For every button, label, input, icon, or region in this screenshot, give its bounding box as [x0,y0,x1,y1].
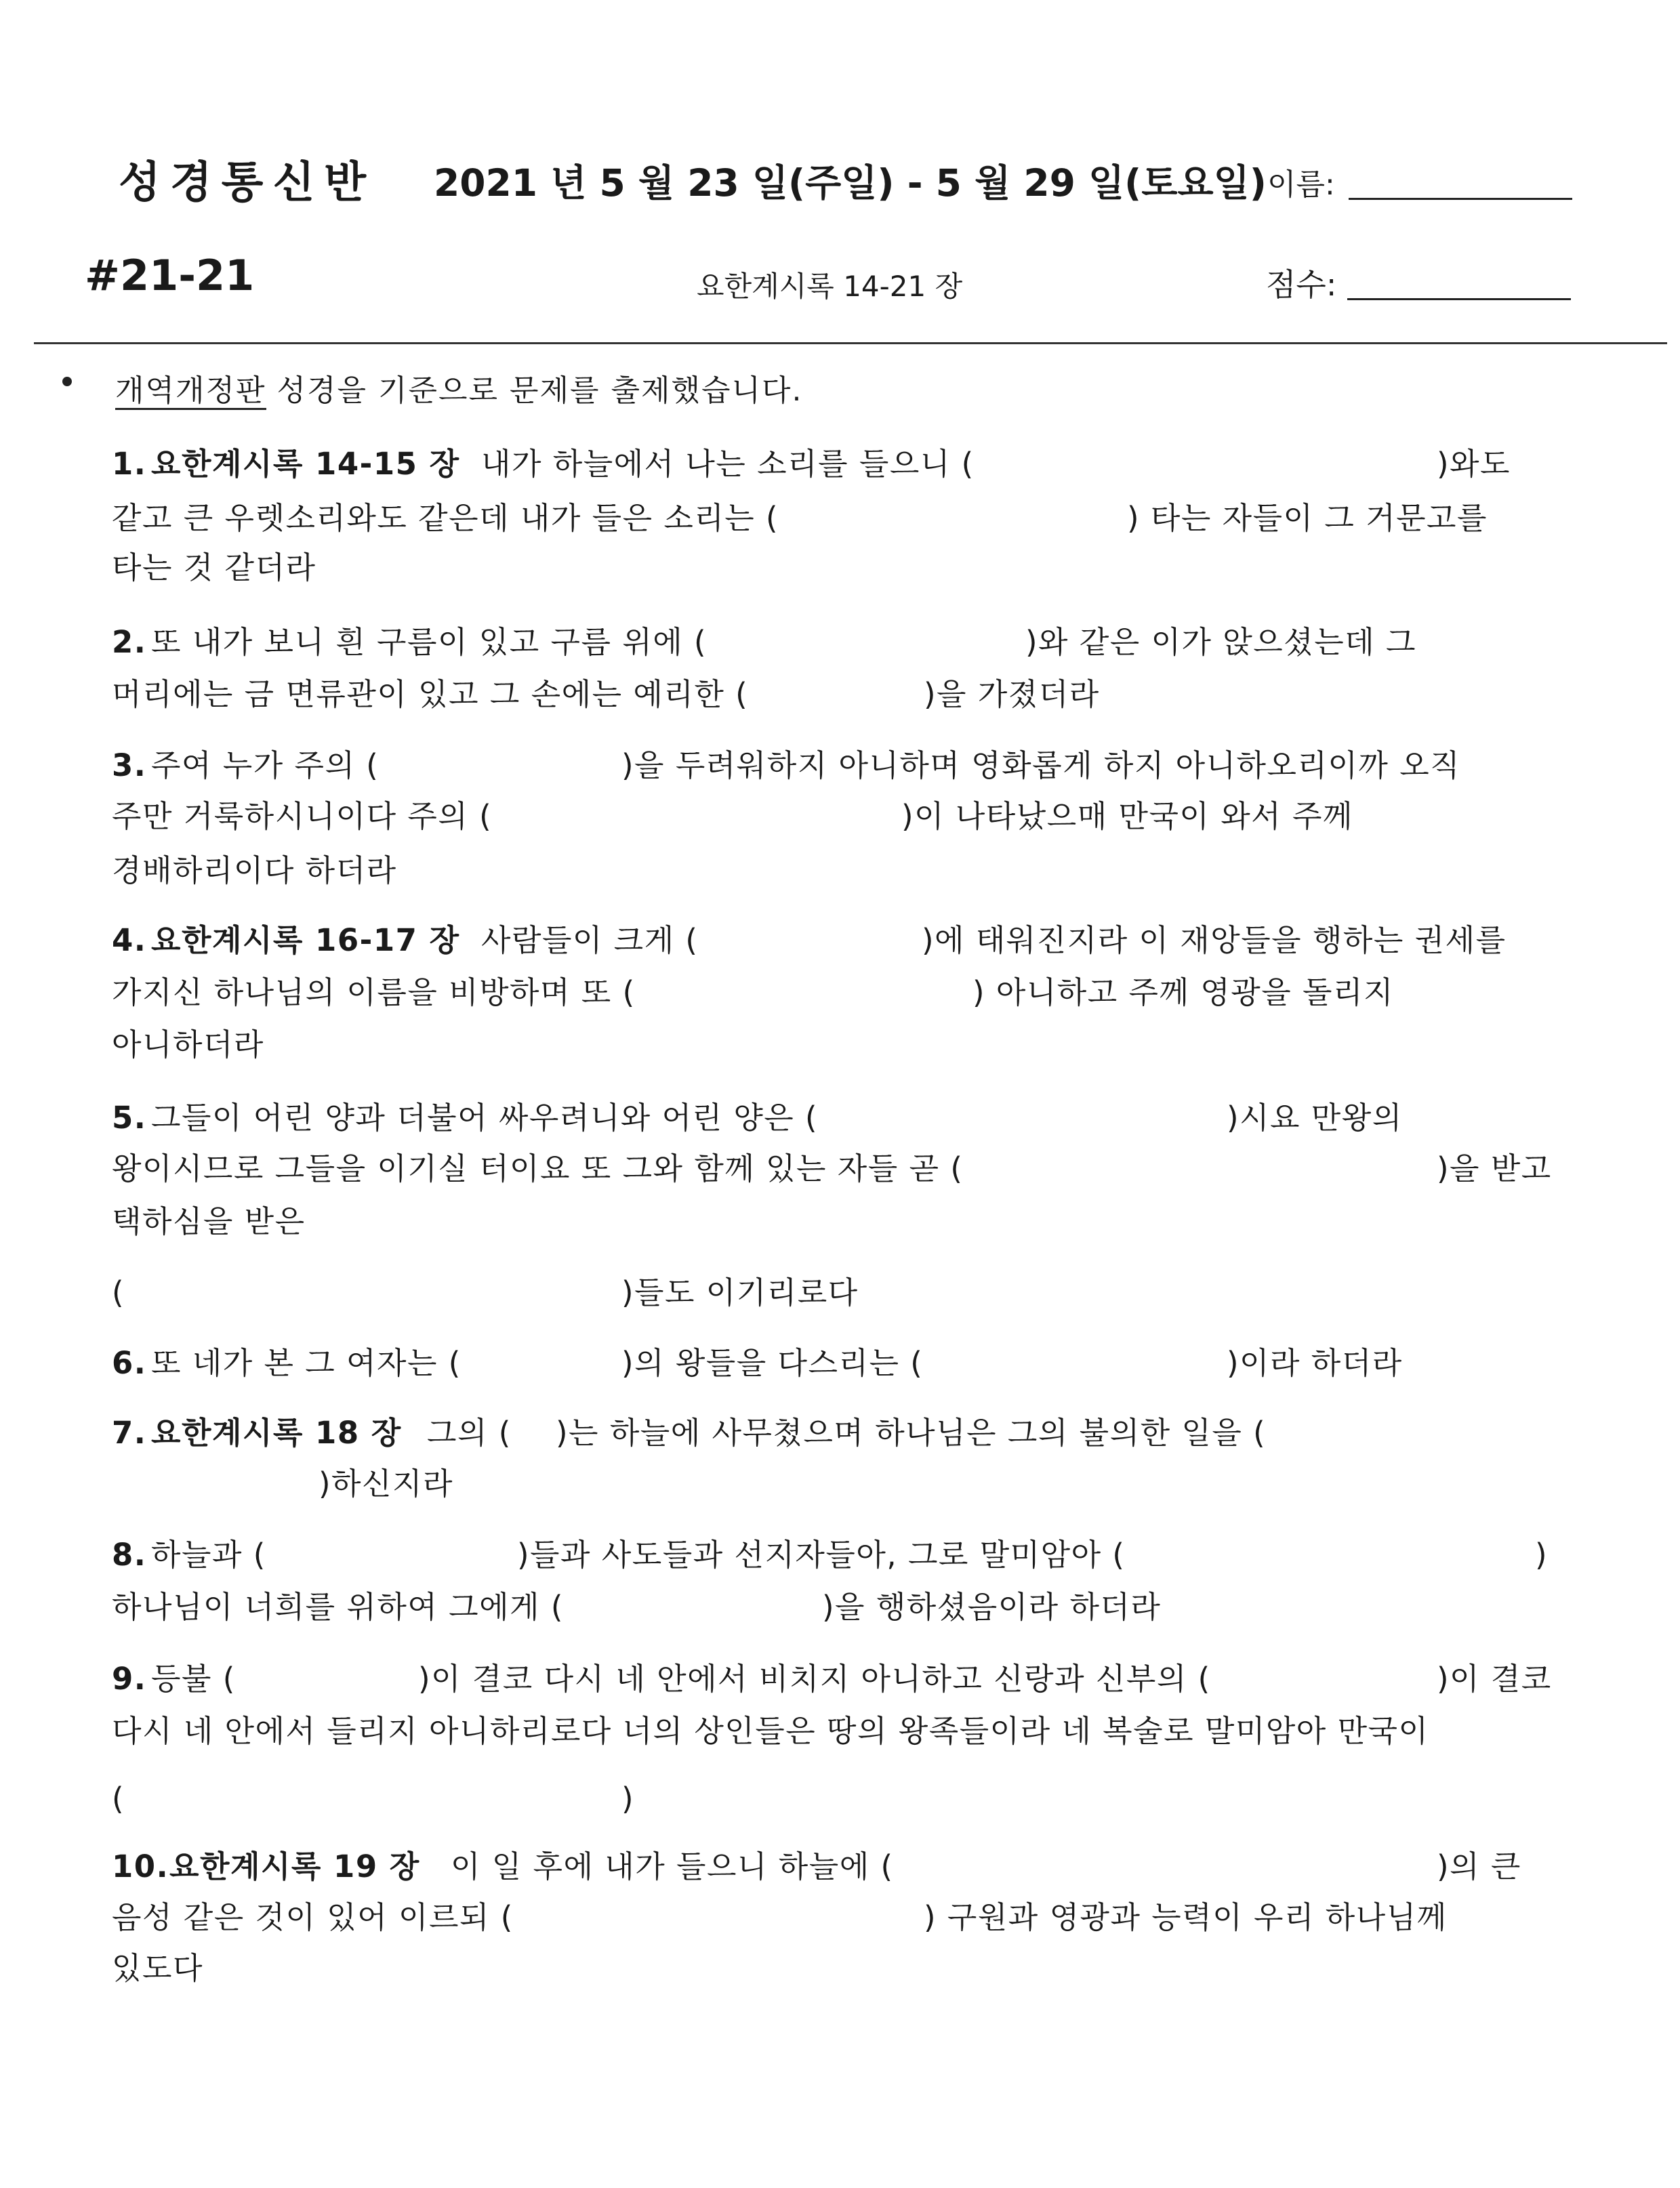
question-4 [112,920,1589,961]
question-4-line-3 [112,1025,1589,1065]
note-text: 성경을 기준으로 문제를 출제했습니다. [266,373,803,408]
bullet-icon [62,377,72,386]
name-blank-line [1349,198,1572,200]
question-9-line-2 [112,1711,1589,1752]
question-text: 주만 거룩하시니이다 주의 ( [112,798,493,834]
question-number: 7. [112,1415,147,1451]
question-9 [112,1659,1589,1699]
question-text: 왕이시므로 그들을 이기실 터이요 또 그와 함께 있는 자들 곧 ( [112,1151,964,1186]
question-text: 타는 것 같더라 [112,550,316,585]
question-text: ) [1535,1537,1549,1573]
question-text: 있도다 [112,1950,203,1986]
question-3-line-2 [112,796,1589,837]
question-text: )들과 사도들과 선지자들아, 그로 말미암아 ( [517,1537,1126,1573]
question-text: )의 왕들을 다스리는 ( [621,1345,924,1381]
question-4-line-2 [112,972,1589,1013]
question-text: )와 같은 이가 앉으셨는데 그 [1025,624,1416,660]
question-8-line-2 [112,1587,1589,1628]
question-text: 아니하더라 [112,1027,264,1062]
question-text: 등불 ( [151,1661,236,1697]
chapter-ref: 요한계시록 16-17 장 [151,922,460,958]
question-number: 4. [112,922,147,958]
question-text: ( [112,1781,125,1817]
question-number: 8. [112,1537,147,1573]
chapter-ref: 요한계시록 19 장 [169,1849,420,1884]
question-5-line-4 [112,1273,1589,1313]
question-2 [112,622,1589,663]
question-text: 머리에는 금 면류관이 있고 그 손에는 예리한 ( [112,676,749,712]
question-1-line-3 [112,548,1589,588]
question-2-line-2 [112,674,1589,715]
question-text: ) [621,1781,635,1817]
question-5-line-2 [112,1149,1589,1189]
question-number: 3. [112,747,147,783]
question-text: )을 받고 [1437,1151,1552,1186]
score-blank-line [1347,298,1571,300]
question-10-line-2 [112,1897,1589,1938]
question-text: 음성 같은 것이 있어 이르되 ( [112,1899,514,1935]
question-7-line-2 [112,1464,1589,1504]
question-text: 또 네가 본 그 여자는 ( [151,1345,462,1381]
question-1 [112,444,1589,484]
question-3 [112,745,1589,786]
question-text: 내가 하늘에서 나는 소리를 들으니 ( [481,446,975,482]
issue-number: #21-21 [85,251,255,300]
question-number: 6. [112,1345,147,1381]
question-text: )을 행하셨음이라 하더라 [822,1589,1162,1625]
question-text: 하나님이 너희를 위하여 그에게 ( [112,1589,564,1625]
question-text: )이 결코 [1437,1661,1552,1697]
question-text: 이 일 후에 내가 들으니 하늘에 ( [451,1849,894,1884]
question-number: 5. [112,1100,147,1136]
question-1-line-2 [112,498,1589,539]
question-number: 10. [112,1849,169,1884]
chapter-ref: 요한계시록 18 장 [151,1415,402,1451]
question-text: 또 내가 보니 흰 구름이 있고 구름 위에 ( [151,624,708,660]
question-text: ( [112,1275,125,1310]
question-text: 다시 네 안에서 들리지 아니하리로다 너의 상인들은 땅의 왕족들이라 네 복술로 말미암아 만국이 [112,1713,1429,1749]
question-6 [112,1343,1589,1384]
question-number: 2. [112,624,147,660]
name-label: 이름: [1267,167,1335,202]
question-text: )을 가졌더라 [924,676,1100,712]
question-text: 그들이 어린 양과 더불어 싸우려니와 어린 양은 ( [151,1100,819,1136]
question-3-line-3 [112,850,1589,891]
question-text: 가지신 하나님의 이름을 비방하며 또 ( [112,974,636,1010]
question-10 [112,1846,1589,1887]
score-label: 점수: [1266,266,1337,303]
instruction-note [115,366,803,409]
question-text: )이라 하더라 [1227,1345,1403,1381]
question-text: )와도 [1437,446,1511,482]
question-text: )들도 이기리로다 [621,1275,859,1310]
question-text: 같고 큰 우렛소리와도 같은데 내가 들은 소리는 ( [112,500,779,536]
question-text: )에 태워진지라 이 재앙들을 행하는 권세를 [922,922,1507,958]
question-text: 경배하리이다 하더라 [112,852,397,888]
question-text: ) 구원과 영광과 능력이 우리 하나님께 [924,1899,1448,1935]
question-text: )이 나타났으매 만국이 와서 주께 [901,798,1353,834]
page-title: 성경통신반 [119,158,376,208]
question-text: )이 결코 다시 네 안에서 비치지 아니하고 신랑과 신부의 ( [418,1661,1211,1697]
question-5-line-3 [112,1201,1589,1242]
question-text: )하신지라 [319,1466,453,1502]
question-9-line-3 [112,1779,1589,1819]
question-5 [112,1098,1589,1138]
question-text: 주여 누가 주의 ( [151,747,380,783]
question-text: )의 큰 [1437,1849,1521,1884]
date-range: 2021 년 5 월 23 일(주일) - 5 월 29 일(토요일) [434,161,1267,205]
question-10-line-3 [112,1948,1589,1989]
question-8 [112,1535,1589,1575]
question-text: 그의 ( [427,1415,512,1451]
bible-version: 개역개정판 [115,373,266,410]
question-number: 1. [112,446,147,482]
question-7 [112,1413,1589,1453]
subtitle: 요한계시록 14-21 장 [697,270,963,303]
question-text: ) 타는 자들이 그 거문고를 [1127,500,1488,536]
chapter-ref: 요한계시록 14-15 장 [151,446,460,482]
header-divider [34,342,1667,344]
question-number: 9. [112,1661,147,1697]
question-text: )는 하늘에 사무쳤으며 하나님은 그의 불의한 일을 ( [556,1415,1267,1451]
question-text: 사람들이 크게 ( [481,922,699,958]
question-text: 하늘과 ( [151,1537,266,1573]
question-text: 택하심을 받은 [112,1203,306,1239]
question-text: )을 두려워하지 아니하며 영화롭게 하지 아니하오리이까 오직 [621,747,1461,783]
question-text: ) 아니하고 주께 영광을 돌리지 [972,974,1394,1010]
question-text: )시요 만왕의 [1227,1100,1403,1136]
